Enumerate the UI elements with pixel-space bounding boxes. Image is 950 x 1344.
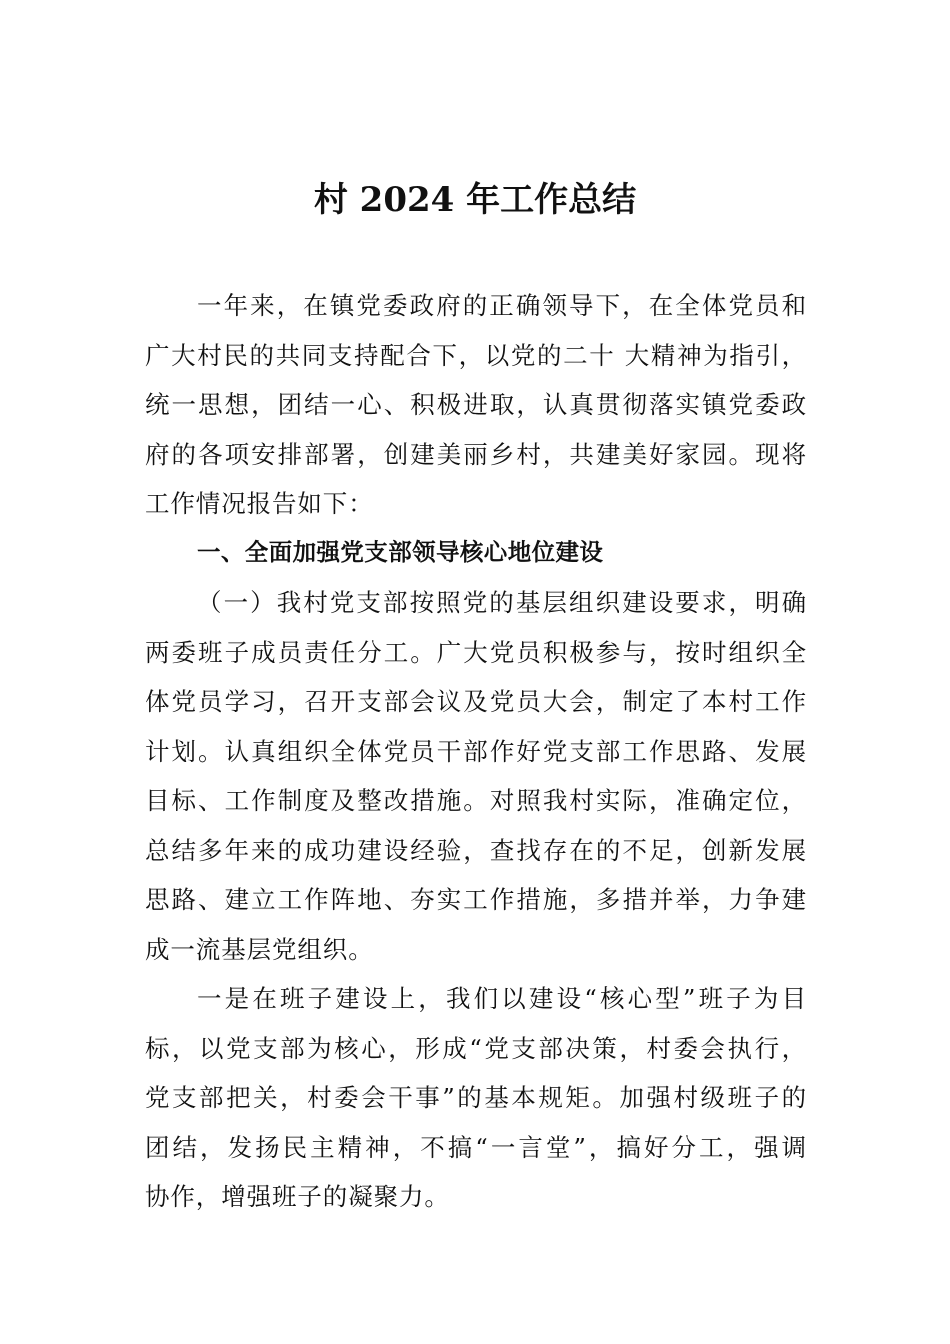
paragraph-line: 广大村民的共同支持配合下，以党的二十 大精神为指引， bbox=[145, 340, 807, 370]
paragraph-line: 总结多年来的成功建设经验，查找存在的不足，创新发展 bbox=[145, 835, 807, 865]
paragraph-team-building bbox=[145, 974, 807, 1222]
paragraph-line: 一是在班子建设上，我们以建设“核心型”班子为目 bbox=[197, 984, 807, 1013]
paragraph-line: 体党员学习，召开支部会议及党员大会，制定了本村工作 bbox=[145, 687, 807, 716]
paragraph-line: 工作情况报告如下： bbox=[145, 489, 374, 518]
paragraph-line: 标，以党支部为核心，形成“党支部决策，村委会执行， bbox=[145, 1033, 807, 1063]
section-heading-text: 一、全面加强党支部领导核心地位建设 bbox=[197, 538, 604, 566]
paragraph-line: 府的各项安排部署，创建美丽乡村，共建美好家园。现将 bbox=[145, 439, 807, 469]
paragraph-line: 思路、建立工作阵地、夯实工作措施，多措并举，力争建 bbox=[145, 885, 807, 914]
paragraph-line: 成一流基层党组织。 bbox=[145, 934, 374, 964]
paragraph-intro bbox=[145, 281, 807, 529]
paragraph-line: 一年来，在镇党委政府的正确领导下，在全体党员和 bbox=[197, 291, 807, 320]
paragraph-line: 团结，发扬民主精神，不搞“一言堂”，搞好分工，强调 bbox=[145, 1132, 807, 1162]
section-heading bbox=[145, 528, 807, 578]
paragraph-party-branch bbox=[145, 578, 807, 974]
paragraph-line: 协作，增强班子的凝聚力。 bbox=[145, 1182, 450, 1211]
paragraph-line: 党支部把关，村委会干事”的基本规矩。加强村级班子的 bbox=[145, 1083, 807, 1112]
paragraph-line: 两委班子成员责任分工。广大党员积极参与，按时组织全 bbox=[145, 637, 807, 667]
paragraph-line: 目标、工作制度及整改措施。对照我村实际，准确定位， bbox=[145, 786, 807, 815]
paragraph-line: 计划。认真组织全体党员干部作好党支部工作思路、发展 bbox=[145, 736, 807, 766]
document-title: 村 2024 年工作总结 bbox=[313, 180, 637, 220]
paragraph-line: 统一思想，团结一心、积极进取，认真贯彻落实镇党委政 bbox=[145, 390, 807, 419]
paragraph-line: （一）我村党支部按照党的基层组织建设要求，明确 bbox=[197, 588, 807, 617]
